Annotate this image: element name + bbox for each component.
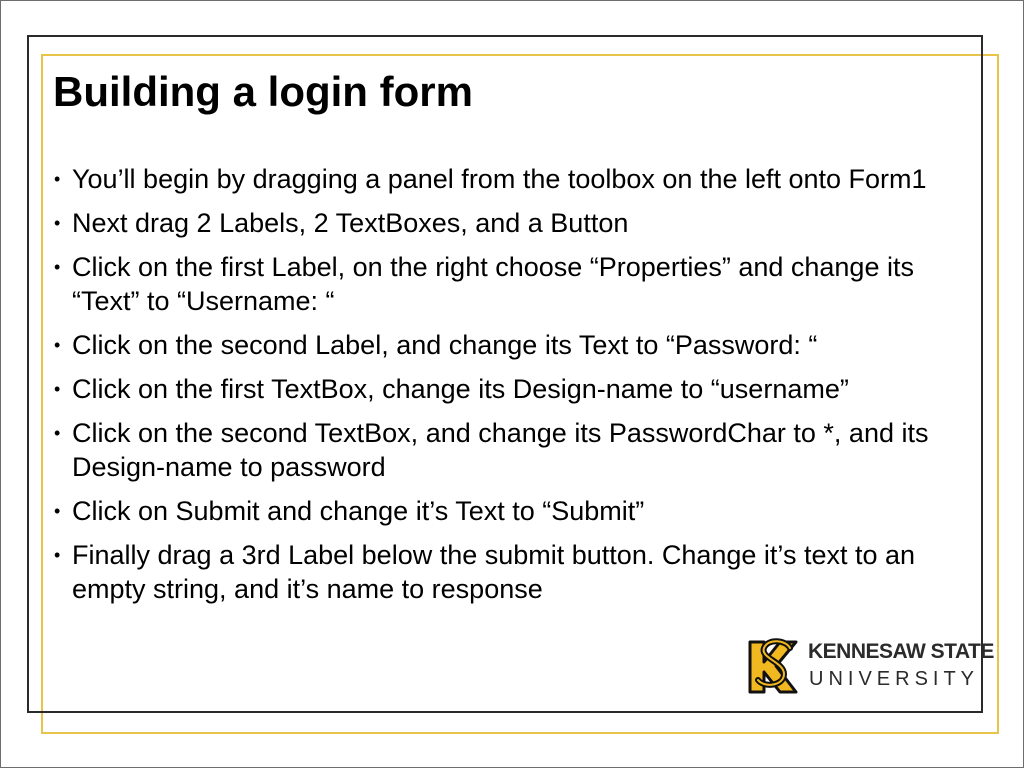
bullet-item [54, 372, 970, 406]
bullet-item [54, 538, 970, 606]
bullet-text: Click on the first Label, on the right choose “Properties” and change its “Text” to “Username: “ [72, 252, 914, 316]
ksu-name-line1: KENNESAW STATE [808, 640, 994, 663]
slide-title: Building a login form [53, 68, 473, 115]
bullet-list [54, 162, 970, 616]
bullet-text: Finally drag a 3rd Label below the submit button. Change it’s text to an empty string, and it’s name to response [72, 540, 916, 604]
bullet-dot: • [54, 335, 61, 355]
bullet-dot: • [54, 257, 61, 277]
ksu-name-line2: UNIVERSITY [809, 668, 980, 690]
bullet-item [54, 206, 970, 240]
bullet-text: Click on the first TextBox, change its Design-name to “username” [72, 374, 849, 404]
bullet-text: Click on Submit and change it’s Text to “Submit” [72, 496, 645, 526]
bullet-text: You’ll begin by dragging a panel from the toolbox on the left onto Form1 [72, 164, 927, 194]
bullet-item [54, 250, 970, 318]
bullet-text: Next drag 2 Labels, 2 TextBoxes, and a Button [72, 208, 629, 238]
bullet-item [54, 494, 970, 528]
bullet-item [54, 416, 970, 484]
bullet-text: Click on the second TextBox, and change its PasswordChar to *, and its Design-name to password [72, 418, 929, 482]
bullet-text: Click on the second Label, and change its Text to “Password: “ [72, 330, 818, 360]
bullet-item [54, 162, 970, 196]
ksu-logo [746, 634, 994, 700]
bullet-item [54, 328, 970, 362]
bullet-dot: • [54, 379, 61, 399]
bullet-dot: • [54, 169, 61, 189]
bullet-dot: • [54, 545, 61, 565]
bullet-dot: • [54, 501, 61, 521]
bullet-dot: • [54, 213, 61, 233]
bullet-dot: • [54, 423, 61, 443]
ksu-monogram-icon [746, 634, 802, 700]
